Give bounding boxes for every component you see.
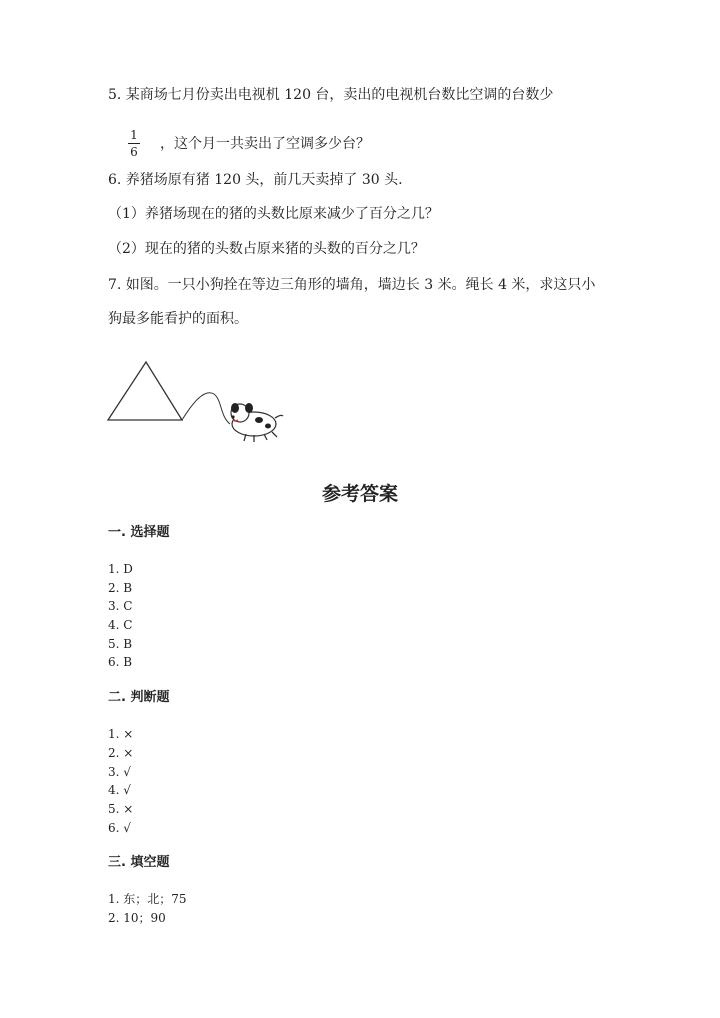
triangle-dog-figure: [104, 356, 304, 446]
section-heading-fill: 三. 填空题: [108, 855, 170, 870]
dog-icon: [231, 403, 283, 442]
answers-title: 参考答案: [321, 483, 398, 505]
question-6-subquestion-1: （1）养猪场现在的猪的头数比原来减少了百分之几？: [108, 206, 439, 222]
answer-item: 2. ×: [108, 746, 134, 760]
answer-item: 4. C: [108, 618, 133, 632]
answer-item: 2. B: [108, 581, 133, 595]
section-heading-judge: 二. 判断题: [108, 690, 170, 705]
fraction-bar: [128, 143, 140, 144]
answer-item: 4. √: [108, 783, 131, 797]
equilateral-triangle: [108, 362, 182, 420]
answer-item: 6. √: [108, 821, 131, 835]
rope: [182, 393, 230, 424]
answer-item: 6. B: [108, 655, 133, 669]
section-heading-choice: 一. 选择题: [108, 525, 170, 540]
question-5-text: 5. 某商场七月份卖出电视机 120 台，卖出的电视机台数比空调的台数少: [108, 87, 554, 103]
question-7-text-continued: 狗最多能看护的面积。: [108, 311, 248, 327]
answer-item: 1. 东；北；75: [108, 892, 187, 906]
fraction-numerator: 1: [130, 128, 138, 142]
answer-item: 3. C: [108, 599, 133, 613]
answer-item: 1. ×: [108, 727, 134, 741]
question-5-text-continued: ，这个月一共卖出了空调多少台？: [160, 136, 370, 152]
answer-item: 5. B: [108, 637, 133, 651]
answer-item: 1. D: [108, 562, 133, 576]
question-6-subquestion-2: （2）现在的猪的头数占原来猪的头数的百分之几？: [108, 241, 425, 257]
answer-item: 3. √: [108, 765, 131, 779]
answer-item: 2. 10；90: [108, 911, 166, 925]
question-7-text: 7. 如图。一只小狗拴在等边三角形的墙角，墙边长 3 米。绳长 4 米，求这只小: [108, 277, 596, 293]
answer-item: 5. ×: [108, 802, 134, 816]
question-6-text: 6. 养猪场原有猪 120 头，前几天卖掉了 30 头.: [108, 172, 403, 188]
fraction-denominator: 6: [130, 145, 138, 159]
